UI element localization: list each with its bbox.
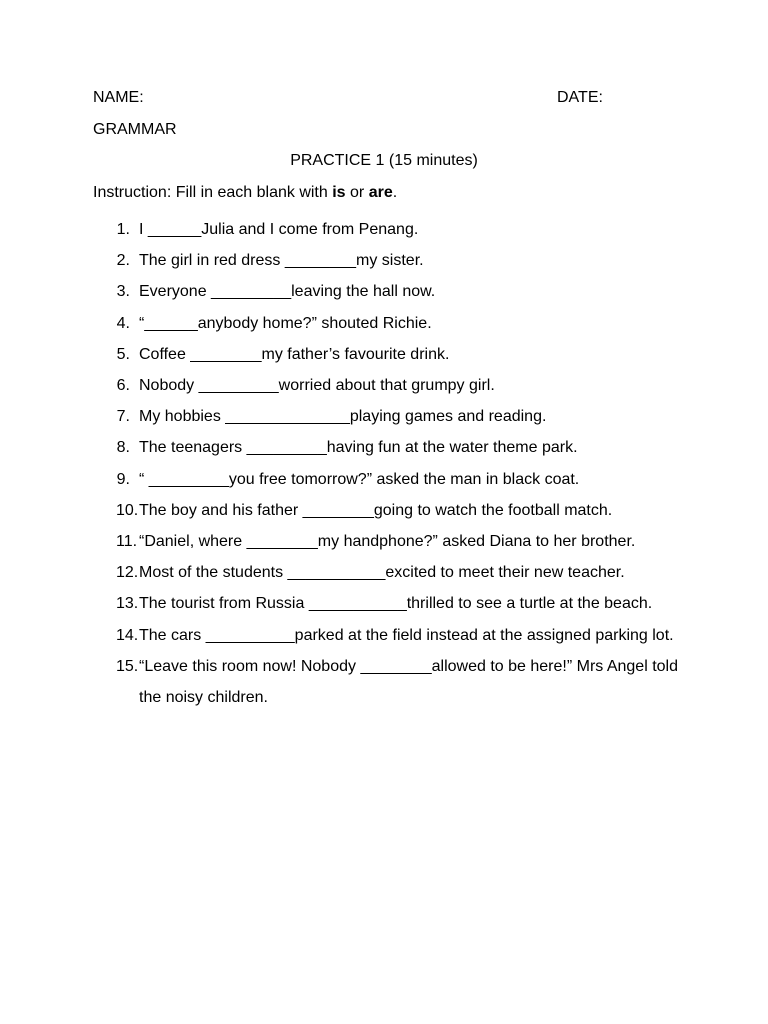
question-number: 9.	[116, 470, 130, 488]
question-list	[93, 214, 693, 713]
date-label: DATE:	[557, 89, 603, 106]
question-number: 2.	[116, 252, 130, 270]
question-number: 8.	[116, 439, 130, 457]
question-text: My hobbies ______________playing games and reading.	[139, 408, 547, 426]
question-text: The boy and his father ________going to watch the football match.	[139, 501, 613, 519]
instruction-line	[93, 183, 397, 203]
question-item	[93, 308, 693, 339]
question-number: 10.	[116, 501, 139, 519]
question-number: 3.	[116, 283, 130, 301]
question-item	[93, 432, 693, 463]
question-number: 4.	[116, 314, 130, 332]
question-text: The cars __________parked at the field instead at the assigned parking lot.	[139, 626, 674, 644]
question-text: Most of the students ___________excited to meet their new teacher.	[139, 564, 625, 582]
question-text: “ _________you free tomorrow?” asked the man in black coat.	[139, 470, 580, 488]
question-text: “______anybody home?” shouted Richie.	[139, 314, 432, 332]
question-text: Nobody _________worried about that grumpy girl.	[139, 377, 495, 395]
name-label: NAME:	[93, 89, 144, 106]
instruction-suffix: .	[392, 184, 398, 201]
question-item	[93, 557, 693, 588]
question-item	[93, 214, 693, 245]
question-number: 13.	[116, 595, 139, 613]
subject-heading: GRAMMAR	[93, 121, 177, 138]
question-text: I ______Julia and I come from Penang.	[139, 221, 419, 238]
question-item	[93, 588, 693, 619]
question-item	[93, 339, 693, 370]
question-text: “Daniel, where ________my handphone?” asked Diana to her brother.	[139, 533, 636, 551]
question-number: 5.	[116, 345, 130, 363]
question-number: 12.	[116, 564, 139, 582]
question-number: 6.	[116, 377, 130, 395]
question-item	[93, 651, 693, 713]
question-number: 1.	[116, 221, 130, 238]
question-text: “Leave this room now! Nobody ________allowed to be here!” Mrs Angel told the noisy children.	[139, 657, 678, 707]
question-number: 7.	[116, 408, 130, 426]
question-item	[93, 401, 693, 432]
question-item	[93, 495, 693, 526]
question-text: Everyone _________leaving the hall now.	[139, 283, 436, 301]
question-text: The tourist from Russia ___________thrilled to see a turtle at the beach.	[139, 595, 653, 613]
question-number: 11.	[116, 533, 138, 551]
question-item	[93, 620, 693, 651]
instruction-word-are: are	[368, 184, 393, 201]
instruction-prefix: Instruction: Fill in each blank with	[93, 184, 333, 201]
question-item	[93, 526, 693, 557]
instruction-middle: or	[345, 184, 369, 201]
question-item	[93, 276, 693, 307]
practice-title: PRACTICE 1 (15 minutes)	[290, 152, 478, 169]
question-number: 15.	[116, 657, 139, 675]
question-item	[93, 245, 693, 276]
question-item	[93, 370, 693, 401]
question-number: 14.	[116, 626, 139, 644]
instruction-word-is: is	[332, 184, 346, 201]
question-text: The teenagers _________having fun at the water theme park.	[139, 439, 578, 457]
question-text: Coffee ________my father’s favourite drink.	[139, 345, 450, 363]
question-text: The girl in red dress ________my sister.	[139, 252, 424, 270]
question-item	[93, 464, 693, 495]
